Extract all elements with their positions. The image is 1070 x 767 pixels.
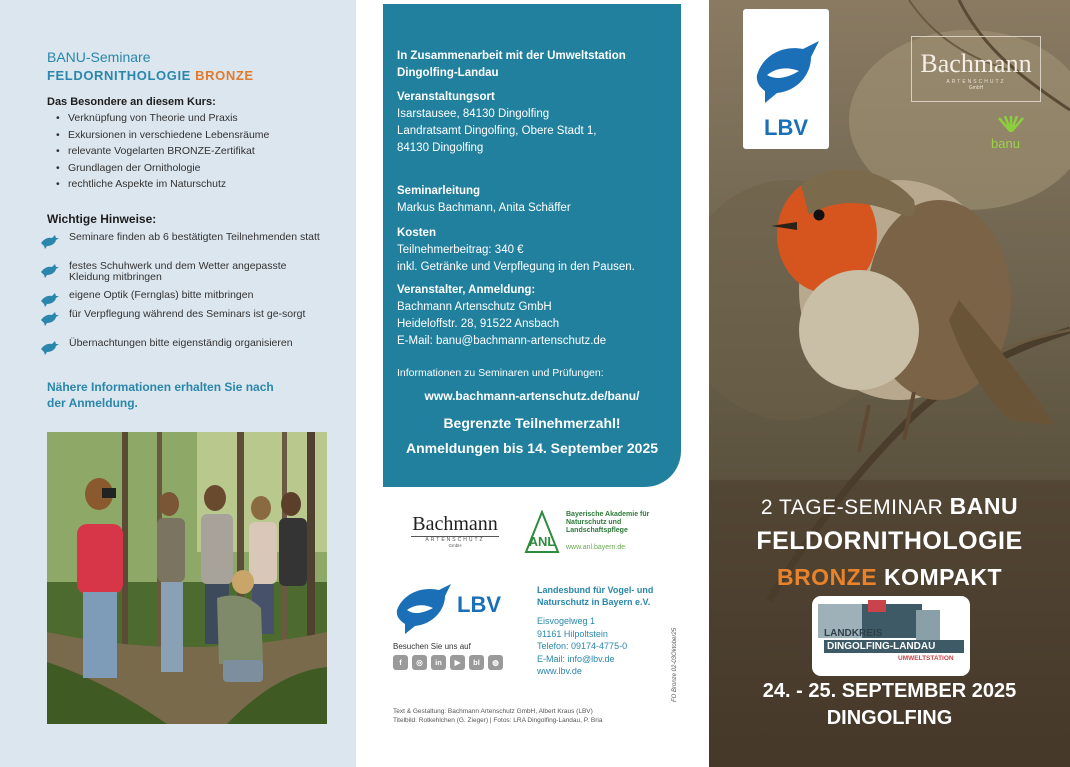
lbv-street: Eisvogelweg 1 bbox=[537, 616, 596, 626]
youtube-icon[interactable]: ▶ bbox=[450, 655, 465, 670]
cooperation-text: In Zusammenarbeit mit der Umweltstation Dingolfing-Landau bbox=[397, 50, 626, 79]
bachmann-logo-text: Bachmann bbox=[412, 513, 498, 535]
banu-leaf-icon bbox=[995, 116, 1027, 132]
hint-item bbox=[40, 309, 330, 326]
left-panel bbox=[0, 0, 356, 767]
bachmann-logo bbox=[401, 506, 509, 558]
credits-line: Titelbild: Rotkehlchen (G. Zieger) | Fotos: LRA Dingolfing-Landau, P. Bria bbox=[393, 717, 603, 724]
hint-text: Seminare finden ab 6 bestätigten Teilnehmenden statt bbox=[69, 231, 320, 243]
info-url[interactable]: www.bachmann-artenschutz.de/banu/ bbox=[424, 389, 640, 403]
venue-line: 84130 Dingolfing bbox=[397, 142, 484, 154]
cover-bachmann-sub: ARTENSCHUTZ bbox=[946, 79, 1006, 85]
course-title-accent: BRONZE bbox=[195, 68, 254, 83]
kingfisher-icon bbox=[743, 23, 829, 123]
social-icons bbox=[393, 655, 503, 670]
cover-panel bbox=[709, 0, 1070, 767]
bird-icon bbox=[40, 310, 60, 326]
hint-item bbox=[40, 338, 330, 355]
linkedin-icon[interactable]: in bbox=[431, 655, 446, 670]
lead-label: Seminarleitung bbox=[397, 185, 481, 197]
cover-title-seminar: 2 TAGE-SEMINAR bbox=[760, 496, 944, 519]
cover-title-banu: BANU bbox=[949, 493, 1019, 519]
landkreis-sub: UMWELTSTATION bbox=[898, 655, 954, 662]
cover-city: DINGOLFING bbox=[826, 707, 953, 729]
cost-label: Kosten bbox=[397, 227, 436, 239]
deadline-notice: Anmeldungen bis 14. September 2025 bbox=[405, 440, 659, 456]
landkreis-logo bbox=[812, 596, 970, 676]
more-info-text: Nähere Informationen erhalten Sie nach der Anmeldung. bbox=[47, 380, 274, 410]
bird-icon bbox=[40, 262, 60, 278]
anl-url: www.anl.bayern.de bbox=[566, 544, 626, 551]
bluesky-icon[interactable]: bl bbox=[469, 655, 484, 670]
bird-icon bbox=[40, 291, 60, 307]
hint-text: festes Schuhwerk und dem Wetter angepasste Kleidung mitbringen bbox=[69, 260, 287, 283]
cost-line: inkl. Getränke und Verpflegung in den Pausen. bbox=[397, 261, 635, 273]
hint-item bbox=[40, 290, 330, 307]
cover-title-line3 bbox=[709, 564, 1070, 591]
bird-icon bbox=[40, 339, 60, 355]
lbv-logo bbox=[393, 580, 517, 634]
cover-bachmann-logo bbox=[911, 36, 1041, 102]
visit-text: Besuchen Sie uns auf bbox=[393, 642, 471, 651]
cover-title-kompakt: KOMPAKT bbox=[883, 564, 1003, 590]
lbv-phone: Telefon: 09174-4775-0 bbox=[537, 641, 628, 651]
landkreis-label: LANDKREIS bbox=[824, 628, 883, 639]
hint-item bbox=[40, 261, 330, 283]
version-label: FO Bronze 02-03Oktober25 bbox=[672, 627, 678, 702]
cover-title-line1 bbox=[709, 493, 1070, 520]
venue-label: Veranstaltungsort bbox=[397, 91, 495, 103]
facebook-icon[interactable]: f bbox=[393, 655, 408, 670]
credits bbox=[393, 707, 602, 725]
anl-abbr: ANL bbox=[528, 534, 556, 549]
threads-icon[interactable]: ◍ bbox=[488, 655, 503, 670]
anl-mark-icon bbox=[524, 510, 560, 554]
info-text: Informationen zu Seminaren und Prüfungen: bbox=[397, 367, 604, 379]
cover-banu-logo: banu bbox=[991, 136, 1020, 151]
instagram-icon[interactable]: ◎ bbox=[412, 655, 427, 670]
bird-icon bbox=[40, 233, 60, 249]
kingfisher-icon bbox=[393, 580, 453, 634]
series-subtitle: BANU-Seminare bbox=[47, 49, 151, 65]
hint-text: Übernachtungen bitte eigenständig organisieren bbox=[69, 337, 293, 349]
course-title bbox=[47, 68, 254, 83]
lbv-address bbox=[537, 615, 627, 678]
list-item: • Grundlagen der Ornithologie bbox=[56, 160, 269, 177]
list-item: • Verknüpfung von Theorie und Praxis bbox=[56, 110, 269, 127]
info-panel bbox=[383, 4, 681, 487]
landkreis-name: DINGOLFING-LANDAU bbox=[824, 640, 964, 653]
lbv-logo-text: LBV bbox=[457, 592, 501, 617]
cost-line: Teilnehmerbeitrag: 340 € bbox=[397, 244, 524, 256]
hint-text: für Verpflegung während des Seminars ist ge-sorgt bbox=[69, 308, 306, 320]
list-item: • relevante Vogelarten BRONZE-Zertifikat bbox=[56, 143, 269, 160]
organizer-email[interactable]: E-Mail: banu@bachmann-artenschutz.de bbox=[397, 335, 607, 347]
organizer-line: Bachmann Artenschutz GmbH bbox=[397, 301, 552, 313]
hints-heading: Wichtige Hinweise: bbox=[47, 212, 157, 226]
special-list bbox=[56, 110, 269, 193]
lead-value: Markus Bachmann, Anita Schäffer bbox=[397, 202, 571, 214]
cover-title-bronze: BRONZE bbox=[776, 564, 878, 590]
venue-line: Isarstausee, 84130 Dingolfing bbox=[397, 108, 550, 120]
lbv-city: 91161 Hilpoltstein bbox=[537, 628, 608, 639]
special-heading: Das Besondere an diesem Kurs: bbox=[47, 96, 216, 108]
bachmann-logo-gmbh: GmbH bbox=[448, 543, 462, 548]
organizer-line: Heideloffstr. 28, 91522 Ansbach bbox=[397, 318, 560, 330]
cover-lbv-logo-text: LBV bbox=[764, 115, 808, 140]
hint-text: eigene Optik (Fernglas) bitte mitbringen bbox=[69, 289, 254, 301]
list-item: • rechtliche Aspekte im Naturschutz bbox=[56, 176, 269, 193]
cover-date: 24. - 25. SEPTEMBER 2025 bbox=[762, 680, 1017, 702]
cover-title-line2: FELDORNITHOLOGIE bbox=[756, 527, 1023, 555]
anl-logo bbox=[524, 508, 648, 558]
list-item: • Exkursionen in verschiedene Lebensräume bbox=[56, 127, 269, 144]
lbv-full-name: Landesbund für Vogel- und Naturschutz in Bayern e.V. bbox=[537, 585, 654, 607]
organizer-label: Veranstalter, Anmeldung: bbox=[397, 284, 536, 296]
cover-bachmann-gmbh: GmbH bbox=[968, 85, 984, 91]
course-title-main: FELDORNITHOLOGIE bbox=[47, 68, 191, 83]
lbv-web[interactable]: www.lbv.de bbox=[537, 666, 582, 676]
credits-line: Text & Gestaltung: Bachmann Artenschutz GmbH, Albert Kraus (LBV) bbox=[393, 708, 593, 715]
cover-lbv-logo bbox=[743, 9, 829, 149]
anl-name: Bayerische Akademie für Naturschutz und Landschaftspflege bbox=[566, 511, 650, 534]
bachmann-logo-sub: ARTENSCHUTZ bbox=[411, 536, 499, 543]
birdwatchers-photo bbox=[47, 432, 327, 724]
hint-item bbox=[40, 232, 330, 249]
cover-bachmann-text: Bachmann bbox=[920, 49, 1032, 78]
limited-notice: Begrenzte Teilnehmerzahl! bbox=[443, 415, 621, 431]
venue-line: Landratsamt Dingolfing, Obere Stadt 1, bbox=[397, 125, 597, 137]
lbv-email[interactable]: E-Mail: info@lbv.de bbox=[537, 653, 615, 664]
